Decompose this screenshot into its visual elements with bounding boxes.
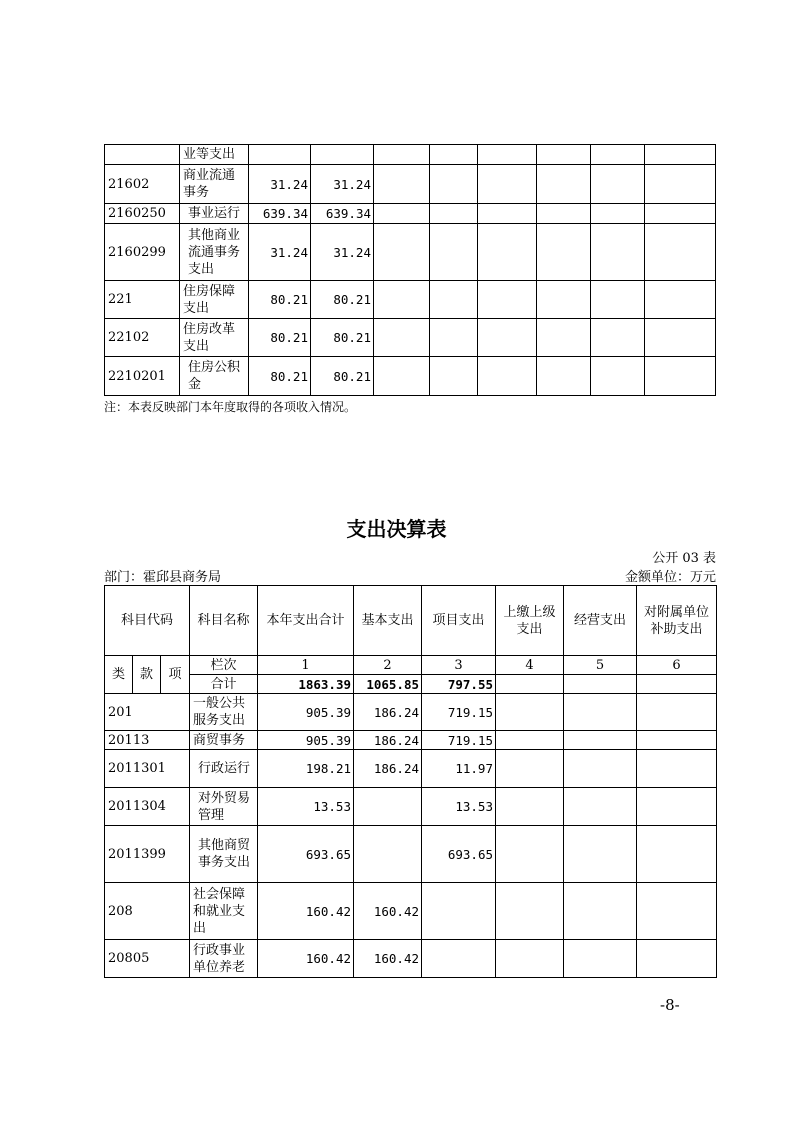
value-cell: 80.21 bbox=[311, 281, 374, 319]
empty-cell bbox=[496, 731, 564, 750]
empty-cell bbox=[637, 675, 717, 694]
header-name: 科目名称 bbox=[190, 586, 258, 656]
empty-cell bbox=[478, 165, 537, 204]
header-total: 本年支出合计 bbox=[258, 586, 354, 656]
empty-cell bbox=[591, 204, 645, 224]
column-number: 5 bbox=[564, 656, 637, 675]
total-value: 1863.39 bbox=[258, 675, 354, 694]
column-number: 2 bbox=[354, 656, 422, 675]
value-cell: 719.15 bbox=[422, 731, 496, 750]
name-cell: 行政运行 bbox=[190, 750, 258, 788]
empty-cell bbox=[564, 750, 637, 788]
income-table-continuation bbox=[104, 144, 716, 396]
empty-cell bbox=[564, 826, 637, 883]
empty-cell bbox=[537, 224, 591, 281]
value-cell: 31.24 bbox=[249, 224, 311, 281]
value-cell: 639.34 bbox=[249, 204, 311, 224]
empty-cell bbox=[564, 788, 637, 826]
table-row bbox=[105, 224, 716, 281]
code-cell: 2011399 bbox=[105, 826, 190, 883]
header-lei: 类 bbox=[105, 656, 133, 694]
table-note: 注：本表反映部门本年度取得的各项收入情况。 bbox=[104, 400, 357, 414]
value-cell: 160.42 bbox=[258, 883, 354, 940]
form-number: 公开 03 表 bbox=[652, 551, 716, 566]
table-row bbox=[105, 165, 716, 204]
empty-cell bbox=[374, 224, 430, 281]
value-cell: 186.24 bbox=[354, 750, 422, 788]
value-cell: 639.34 bbox=[311, 204, 374, 224]
empty-cell bbox=[564, 940, 637, 978]
empty-cell bbox=[591, 224, 645, 281]
total-label: 合计 bbox=[190, 675, 258, 694]
empty-cell bbox=[478, 357, 537, 396]
name-cell: 住房公积金 bbox=[180, 357, 249, 396]
empty-cell bbox=[374, 357, 430, 396]
empty-cell bbox=[430, 165, 478, 204]
empty-cell bbox=[591, 145, 645, 165]
empty-cell bbox=[496, 675, 564, 694]
value-cell: 693.65 bbox=[258, 826, 354, 883]
code-cell: 208 bbox=[105, 883, 190, 940]
empty-cell bbox=[564, 883, 637, 940]
name-cell: 行政事业单位养老 bbox=[190, 940, 258, 978]
name-cell: 业等支出 bbox=[180, 145, 249, 165]
total-row bbox=[105, 675, 717, 694]
empty-cell bbox=[537, 204, 591, 224]
empty-cell bbox=[591, 357, 645, 396]
empty-cell bbox=[430, 204, 478, 224]
value-cell: 13.53 bbox=[258, 788, 354, 826]
name-cell: 商业流通事务 bbox=[180, 165, 249, 204]
value-cell: 13.53 bbox=[422, 788, 496, 826]
empty-cell bbox=[637, 883, 717, 940]
value-cell bbox=[422, 883, 496, 940]
total-project: 797.55 bbox=[422, 675, 496, 694]
empty-cell bbox=[430, 357, 478, 396]
value-cell: 160.42 bbox=[354, 883, 422, 940]
code-cell: 2011304 bbox=[105, 788, 190, 826]
column-number: 4 bbox=[496, 656, 564, 675]
value-cell: 31.24 bbox=[311, 224, 374, 281]
code-cell: 2011301 bbox=[105, 750, 190, 788]
empty-cell bbox=[637, 731, 717, 750]
table-row bbox=[105, 750, 717, 788]
empty-cell bbox=[478, 224, 537, 281]
empty-cell bbox=[637, 826, 717, 883]
value-cell: 11.97 bbox=[422, 750, 496, 788]
header-kuan: 款 bbox=[133, 656, 161, 694]
code-cell: 21602 bbox=[105, 165, 180, 204]
table-row bbox=[105, 883, 717, 940]
page-title: 支出决算表 bbox=[346, 517, 447, 541]
value-cell: 80.21 bbox=[311, 319, 374, 357]
header-row bbox=[105, 586, 717, 656]
empty-cell bbox=[591, 319, 645, 357]
name-cell: 其他商业流通事务支出 bbox=[180, 224, 249, 281]
empty-cell bbox=[637, 788, 717, 826]
amount-unit-label: 金额单位：万元 bbox=[624, 570, 716, 585]
empty-cell bbox=[430, 319, 478, 357]
code-cell: 2160250 bbox=[105, 204, 180, 224]
column-number: 1 bbox=[258, 656, 354, 675]
value-cell: 80.21 bbox=[249, 281, 311, 319]
name-cell: 对外贸易管理 bbox=[190, 788, 258, 826]
empty-cell bbox=[637, 750, 717, 788]
value-cell bbox=[422, 940, 496, 978]
empty-cell bbox=[374, 165, 430, 204]
header-basic: 基本支出 bbox=[354, 586, 422, 656]
table-row bbox=[105, 357, 716, 396]
empty-cell bbox=[478, 281, 537, 319]
empty-cell bbox=[496, 940, 564, 978]
department-label: 部门：霍邱县商务局 bbox=[104, 570, 222, 585]
empty-cell bbox=[430, 145, 478, 165]
header-lanci: 栏次 bbox=[190, 656, 258, 675]
header-code: 科目代码 bbox=[105, 586, 190, 656]
code-cell: 22102 bbox=[105, 319, 180, 357]
column-number-row bbox=[105, 656, 717, 675]
code-cell: 2160299 bbox=[105, 224, 180, 281]
value-cell bbox=[311, 145, 374, 165]
name-cell: 其他商贸事务支出 bbox=[190, 826, 258, 883]
table-row bbox=[105, 319, 716, 357]
empty-cell bbox=[537, 357, 591, 396]
empty-cell bbox=[564, 731, 637, 750]
table-row bbox=[105, 940, 717, 978]
value-cell: 905.39 bbox=[258, 694, 354, 731]
code-cell: 20113 bbox=[105, 731, 190, 750]
header-project: 项目支出 bbox=[422, 586, 496, 656]
value-cell: 31.24 bbox=[311, 165, 374, 204]
name-cell: 住房改革支出 bbox=[180, 319, 249, 357]
empty-cell bbox=[496, 883, 564, 940]
value-cell: 719.15 bbox=[422, 694, 496, 731]
value-cell: 186.24 bbox=[354, 694, 422, 731]
value-cell: 80.21 bbox=[249, 319, 311, 357]
empty-cell bbox=[496, 788, 564, 826]
empty-cell bbox=[478, 204, 537, 224]
page-number: -8- bbox=[660, 996, 680, 1014]
empty-cell bbox=[645, 145, 716, 165]
code-cell: 20805 bbox=[105, 940, 190, 978]
empty-cell bbox=[496, 826, 564, 883]
value-cell: 186.24 bbox=[354, 731, 422, 750]
empty-cell bbox=[537, 165, 591, 204]
empty-cell bbox=[430, 224, 478, 281]
name-cell: 住房保障支出 bbox=[180, 281, 249, 319]
empty-cell bbox=[645, 204, 716, 224]
empty-cell bbox=[637, 940, 717, 978]
name-cell: 商贸事务 bbox=[190, 731, 258, 750]
value-cell: 31.24 bbox=[249, 165, 311, 204]
empty-cell bbox=[374, 319, 430, 357]
empty-cell bbox=[430, 281, 478, 319]
value-cell: 905.39 bbox=[258, 731, 354, 750]
value-cell: 198.21 bbox=[258, 750, 354, 788]
name-cell: 一般公共服务支出 bbox=[190, 694, 258, 731]
table-row bbox=[105, 694, 717, 731]
name-cell: 事业运行 bbox=[180, 204, 249, 224]
empty-cell bbox=[564, 694, 637, 731]
table-row bbox=[105, 731, 717, 750]
empty-cell bbox=[591, 165, 645, 204]
value-cell bbox=[354, 826, 422, 883]
table-row bbox=[105, 145, 716, 165]
value-cell: 160.42 bbox=[258, 940, 354, 978]
table-row bbox=[105, 826, 717, 883]
header-business: 经营支出 bbox=[564, 586, 637, 656]
code-cell: 221 bbox=[105, 281, 180, 319]
code-cell: 201 bbox=[105, 694, 190, 731]
value-cell: 80.21 bbox=[311, 357, 374, 396]
value-cell bbox=[354, 788, 422, 826]
empty-cell bbox=[496, 694, 564, 731]
value-cell: 160.42 bbox=[354, 940, 422, 978]
empty-cell bbox=[374, 145, 430, 165]
table-row bbox=[105, 788, 717, 826]
empty-cell bbox=[637, 694, 717, 731]
table-row bbox=[105, 204, 716, 224]
empty-cell bbox=[496, 750, 564, 788]
empty-cell bbox=[537, 145, 591, 165]
empty-cell bbox=[537, 281, 591, 319]
empty-cell bbox=[645, 319, 716, 357]
empty-cell bbox=[478, 319, 537, 357]
table-row bbox=[105, 281, 716, 319]
empty-cell bbox=[374, 281, 430, 319]
code-cell bbox=[105, 145, 180, 165]
value-cell: 693.65 bbox=[422, 826, 496, 883]
empty-cell bbox=[374, 204, 430, 224]
header-subsidy: 对附属单位补助支出 bbox=[637, 586, 717, 656]
header-xiang: 项 bbox=[161, 656, 190, 694]
empty-cell bbox=[645, 281, 716, 319]
column-number: 6 bbox=[637, 656, 717, 675]
header-upper: 上缴上级支出 bbox=[496, 586, 564, 656]
empty-cell bbox=[645, 224, 716, 281]
empty-cell bbox=[591, 281, 645, 319]
empty-cell bbox=[564, 675, 637, 694]
value-cell bbox=[249, 145, 311, 165]
expenditure-table bbox=[104, 585, 717, 978]
total-basic: 1065.85 bbox=[354, 675, 422, 694]
empty-cell bbox=[478, 145, 537, 165]
empty-cell bbox=[537, 319, 591, 357]
code-cell: 2210201 bbox=[105, 357, 180, 396]
column-number: 3 bbox=[422, 656, 496, 675]
value-cell: 80.21 bbox=[249, 357, 311, 396]
empty-cell bbox=[645, 165, 716, 204]
empty-cell bbox=[645, 357, 716, 396]
name-cell: 社会保障和就业支出 bbox=[190, 883, 258, 940]
